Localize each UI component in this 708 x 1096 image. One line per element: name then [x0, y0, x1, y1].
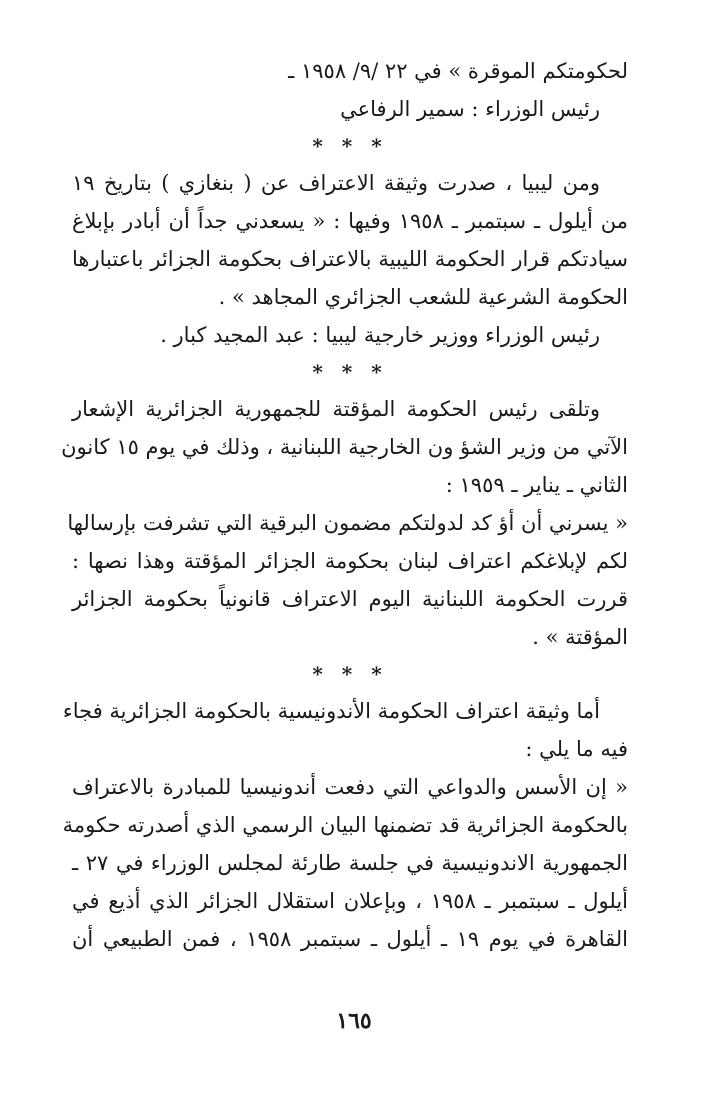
page-number: ١٦٥	[336, 1008, 372, 1034]
text-line: المؤقتة » .	[532, 625, 628, 649]
text-line: من أيلول ـ سبتمبر ـ ١٩٥٨ وفيها : « يسعدني جداً أن أبادر بإبلاغ	[72, 209, 628, 233]
text-line: وتلقى رئيس الحكومة المؤقتة للجمهورية الجزائرية الإشعار	[72, 397, 600, 421]
text-line: لكم لإبلاغكم اعتراف لبنان بحكومة الجزائر المؤقتة وهذا نصها :	[72, 549, 628, 573]
text-line: الحكومة الشرعية للشعب الجزائري المجاهد » .	[218, 285, 628, 309]
section-separator: * * *	[312, 134, 388, 158]
text-line: لحكومتكم الموقرة » في ٢٢ /٩/ ١٩٥٨ ـ	[288, 59, 628, 83]
text-line: الثاني ـ يناير ـ ١٩٥٩ :	[445, 473, 628, 497]
text-line: بالحكومة الجزائرية قد تضمنها البيان الرسمي الذي أصدرته حكومة	[62, 813, 628, 837]
text-line: ومن ليبيا ، صدرت وثيقة الاعتراف عن ( بنغازي ) بتاريخ ١٩	[72, 171, 600, 195]
text-line: القاهرة في يوم ١٩ ـ أيلول ـ سبتمبر ١٩٥٨ ، فمن الطبيعي أن	[72, 927, 628, 951]
text-line: الآتي من وزير الشؤ ون الخارجية اللبنانية ، وذلك في يوم ١٥ كانون	[61, 435, 628, 459]
text-line: سيادتكم قرار الحكومة الليبية بالاعتراف بحكومة الجزائر باعتبارها	[72, 247, 628, 271]
text-line: أما وثيقة اعتراف الحكومة الأندونيسية بالحكومة الجزائرية فجاء	[62, 699, 600, 723]
section-separator: * * *	[312, 360, 388, 384]
section-separator: * * *	[312, 662, 388, 686]
signature-line: رئيس الوزراء : سمير الرفاعي	[340, 97, 600, 121]
text-line: أيلول ـ سبتمبر ـ ١٩٥٨ ، وبإعلان استقلال الجزائر الذي أذيع في	[72, 889, 628, 913]
text-line: « إن الأسس والدواعي التي دفعت أندونيسيا للمبادرة بالاعتراف	[72, 775, 628, 799]
page-body	[61, 52, 629, 958]
text-line: « يسرني أن أؤ كد لدولتكم مضمون البرقية التي تشرفت بإرسالها	[67, 511, 628, 535]
text-line: فيه ما يلي :	[525, 737, 628, 761]
signature-line: رئيس الوزراء ووزير خارجية ليبيا : عبد المجيد كبار .	[160, 323, 600, 347]
text-line: قررت الحكومة اللبنانية اليوم الاعتراف قانونياً بحكومة الجزائر	[72, 587, 628, 611]
text-line: الجمهورية الاندونيسية في جلسة طارئة لمجلس الوزراء في ٢٧ ـ	[72, 851, 629, 875]
